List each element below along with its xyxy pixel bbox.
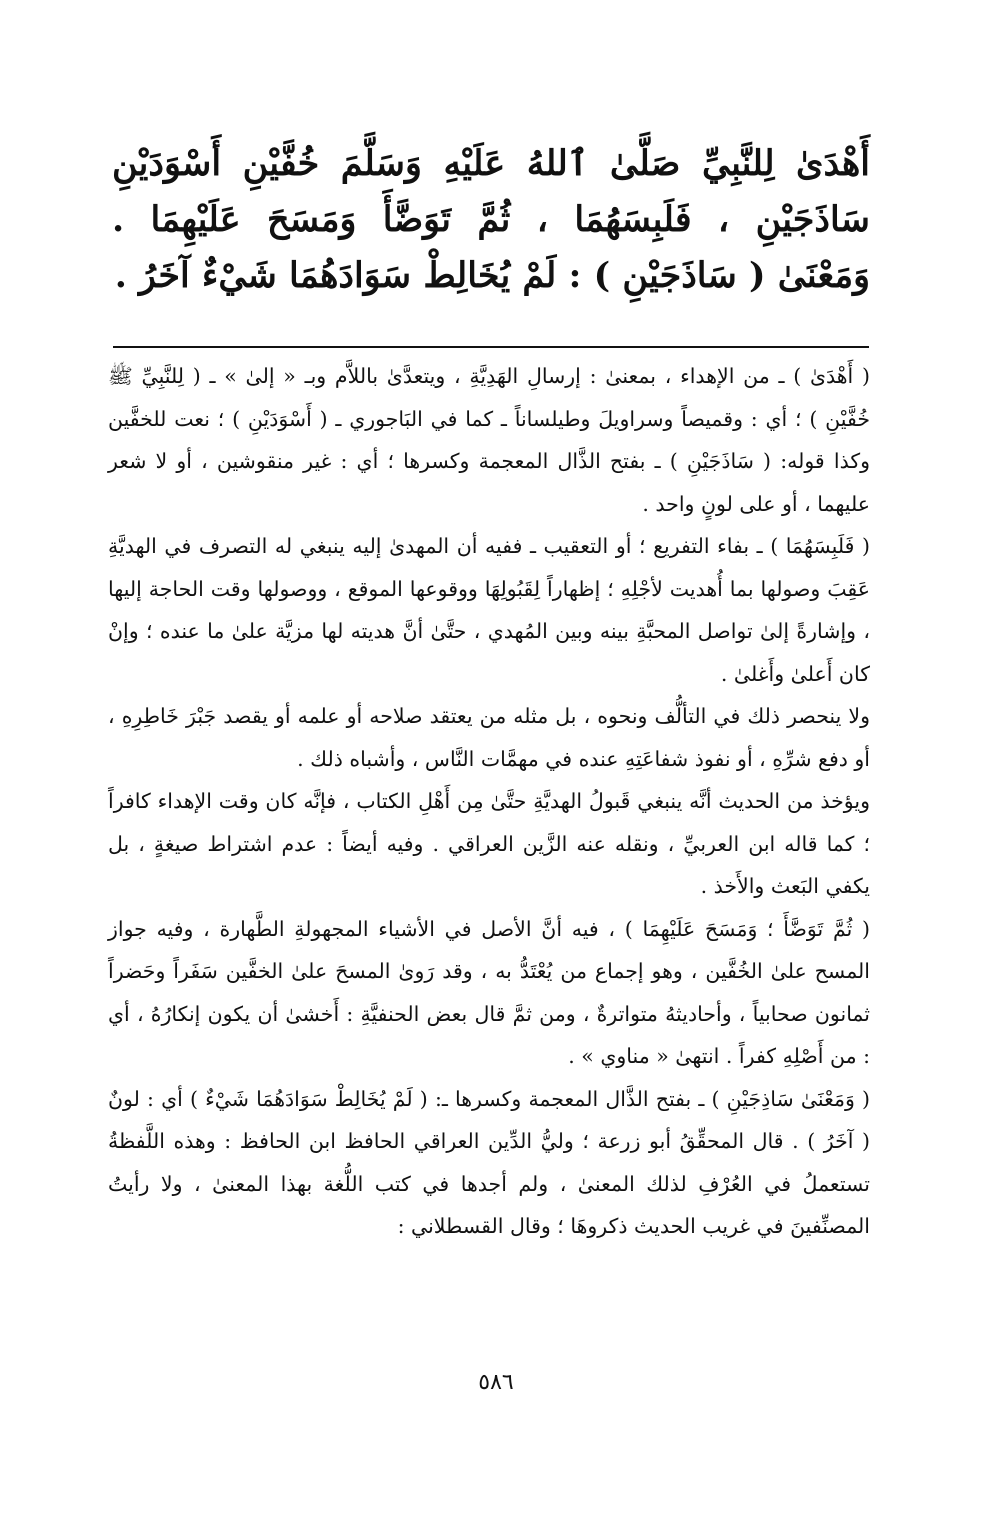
commentary-paragraph: ( وَمَعْنَىٰ سَاذِجَيْنِ ) ـ بفتح الذَّال المعجمة وكسرها ـ: ( لَمْ يُخَالِطْ سَوَادَهُمَا شَيْءٌ ) أي : لونٌ ( آخَرُ ) . قال المحقِّقُ أبو زرعة ؛ وليُّ الدِّين العراقي الحافظ ابن الحافظ : وهذه اللَّفظةُ تستعملُ في العُرْفِ لذلك المعنىٰ ، ولم أجدها في كتب اللُّغة بهذا المعنىٰ ، ولا رأيتُ المصنِّفينَ في غريب الحديث ذكروهَا ؛ وقال القسطلاني : — [108, 1086, 870, 1238]
commentary-paragraph: ويؤخذ من الحديث أنَّه ينبغي قَبولُ الهديَّةِ حتَّىٰ مِن أَهْلِ الكتاب ، فإنَّه كان وقت الإهداء كافراً ؛ كما قاله ابن العربيِّ ، ونقله عنه الزَّين العراقي . وفيه أيضاً : عدم اشتراط صيغةٍ ، بل يكفي البَعث والأَخذ . — [108, 789, 870, 898]
commentary-paragraph: ( فَلَبِسَهُمَا ) ـ بفاء التفريع ؛ أو التعقيب ـ ففيه أن المهدىٰ إليه ينبغي له التصرف في الهديَّةِ عَقِبَ وصولها بما أُهديت لأجْلِهِ ؛ إظهاراً لِقَبُولِهَا ووقوعها الموقع ، ووصولها وقت الحاجة إليها ، وإشارةً إلىٰ تواصل المحبَّةِ بينه وبين المُهدي ، حتَّىٰ أنَّ هديته لها مزيَّة علىٰ ما عنده ؛ وإنْ كان أَعلىٰ وأَغلىٰ . — [108, 534, 870, 686]
page-number: ٥٨٦ — [478, 1370, 514, 1395]
hadith-text — [112, 136, 870, 304]
commentary-section — [108, 355, 870, 1248]
commentary-paragraph: ولا ينحصر ذلك في التألُّف ونحوه ، بل مثله من يعتقد صلاحه أو علمه أو يقصد جَبْرَ خَاطِرِهِ ، أو دفع شرِّهِ ، أو نفوذ شفاعَتِهِ عنده في مهمَّات النَّاس ، وأشباه ذلك . — [108, 704, 870, 771]
footnote-divider — [113, 346, 869, 348]
commentary-paragraph: ( أَهْدَىٰ ) ـ من الإهداء ، بمعنىٰ : إرسالِ الهَدِيَّةِ ، ويتعدَّىٰ باللاَّم وبـ « إلىٰ » ـ ( لِلنَّبِيِّ ﷺ خُفَّيْنِ ) ؛ أي : وقميصاً وسراويلَ وطيلساناً ـ كما في البَاجوري ـ ( أَسْوَدَيْنِ ) ؛ نعت للخفَّين وكذا قوله: ( سَاذَجَيْنِ ) ـ بفتح الذَّال المعجمة وكسرها ؛ أي : غير منقوشين ، أو لا شعر عليهما ، أو على لونٍ واحد . — [108, 364, 870, 516]
commentary-paragraph: ( ثُمَّ تَوَضَّأَ ؛ وَمَسَحَ عَلَيْهِمَا ) ، فيه أنَّ الأصل في الأشياء المجهولةِ الطَّهارة ، وفيه جواز المسح علىٰ الخُفَّين ، وهو إجماع من يُعْتَدُّ به ، وقد رَوىٰ المسحَ علىٰ الخفَّين سَفَراً وحَضراً ثمانون صحابياً ، وأحاديثهُ متواترةٌ ، ومن ثمَّ قال بعض الحنفيَّةِ : أَخشىٰ أن يكون إنكارُهُ ، أي : من أَصْلِهِ كفراً . انتهىٰ « مناوي » . — [108, 916, 870, 1068]
hadith-paragraph: وَمَعْنَىٰ ( سَاذَجَيْنِ ) : لَمْ يُخَالِطْ سَوَادَهُمَا شَيْءٌ آخَرُ . — [114, 255, 870, 296]
hadith-paragraph: أَهْدَىٰ لِلنَّبِيِّ صَلَّىٰ ٱللهُ عَلَيْهِ وَسَلَّمَ خُفَّيْنِ أَسْوَدَيْنِ سَاذَجَيْنِ ، فَلَبِسَهُمَا ، ثُمَّ تَوَضَّأَ وَمَسَحَ عَلَيْهِمَا . — [112, 143, 870, 240]
